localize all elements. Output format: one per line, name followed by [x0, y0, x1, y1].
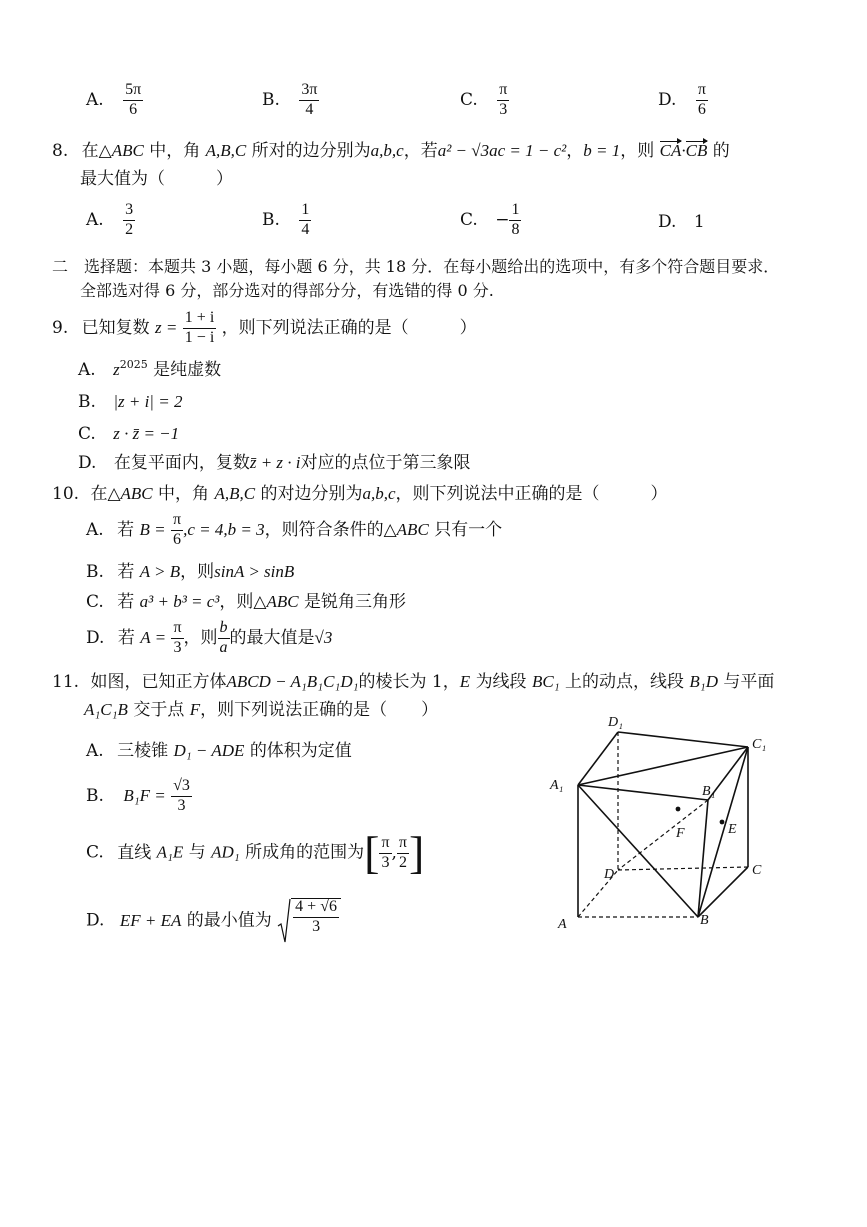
- radical-sign: [277, 898, 291, 944]
- q10-option-b: B. 若 A > B，则sinA > sinB: [86, 562, 295, 582]
- section-2-header-line2: 全部选对得 6 分，部分选对的得部分分，有选错的得 0 分.: [80, 281, 494, 300]
- cube-figure: [540, 712, 780, 937]
- q8-stem-line2: 最大值为（ ）: [80, 169, 233, 189]
- fraction: $\frac{√3}{3}$: [173, 777, 190, 814]
- q11-option-b: B. B₁F = $\frac{√3}{3}$: [86, 777, 190, 814]
- label-b: B: [700, 913, 709, 928]
- square-root: [277, 898, 341, 944]
- fraction: $\frac{3}{2}$: [125, 201, 134, 238]
- segment-a1-c1: [578, 747, 748, 785]
- point-f: [676, 807, 681, 812]
- q10-option-a: A. 若 B = $\frac{\pi}{6}$ ,c = 4,b = 3，则符合条件的△ABC 只有一个: [86, 511, 503, 548]
- label-e: E: [728, 822, 737, 837]
- q9-option-d: D. 在复平面内，复数z̄ + z · i对应的点位于第三象限: [78, 453, 471, 473]
- q7-option-c: C. $\frac{\pi}{3}$: [460, 81, 508, 118]
- q10-stem: 10. 在△ABC 中，角 A,B,C 的对边分别为a,b,c，则下列说法中正确的是（ ）: [52, 484, 668, 504]
- label-d1: D₁: [608, 715, 623, 730]
- q8-stem: 8. 在△ABC 中，角 A,B,C 所对的边分别为a,b,c，若a² − √3ac = 1 − c²，b = 1，则 CA·CB 的: [52, 141, 730, 161]
- q7-option-b: B. $\frac{3\pi}{4}$: [262, 81, 318, 118]
- fraction: $\frac{5\pi}{6}$: [125, 81, 142, 118]
- q7-option-a: A. $\frac{5\pi}{6}$: [86, 81, 142, 118]
- label-a1: A₁: [550, 778, 564, 793]
- fraction: $\frac{3\pi}{4}$: [301, 81, 318, 118]
- q11-option-d: D. EF + EA 的最小值为 $\frac{4 + √6}{3}$: [86, 898, 341, 944]
- q10-option-d: D. 若 A = $\frac{\pi}{3}$ ，则 $\frac{b}{a}$ 的最大值是√3: [86, 619, 333, 656]
- q8-option-a: A. $\frac{3}{2}$: [86, 201, 134, 238]
- fraction: $\frac{4 + √6}{3}$: [295, 898, 337, 935]
- label-c1: C₁: [752, 737, 767, 752]
- fraction: $\frac{\pi}{3}$: [173, 619, 182, 656]
- fraction: $\frac{1}{8}$: [511, 201, 520, 238]
- edge-c1-d1: [618, 732, 748, 747]
- q8-option-c: C. − $\frac{1}{8}$: [460, 201, 520, 238]
- q11-option-a: A. 三棱锥 D₁ − ADE 的体积为定值: [86, 741, 352, 761]
- fraction: $\frac{\pi}{6}$: [697, 81, 706, 118]
- fraction: π 2: [398, 833, 407, 871]
- q11-stem: 11. 如图，已知正方体ABCD − A₁B₁C₁D₁的棱长为 1，E 为线段 BC₁ 上的动点，线段 B₁D 与平面: [52, 672, 775, 692]
- fraction: $\frac{\pi}{3}$: [499, 81, 508, 118]
- q10-option-c: C. 若 a³ + b³ = c³，则△ABC 是锐角三角形: [86, 592, 406, 612]
- fraction: $\frac{1}{4}$: [301, 201, 310, 238]
- fraction: $\frac{1 + i}{1 - i}$: [184, 309, 215, 346]
- q8-option-b: B. $\frac{1}{4}$: [262, 201, 310, 238]
- q9-option-c: C. z · z̄ = −1: [78, 424, 180, 444]
- segment-a1-b: [578, 785, 698, 917]
- q9-option-a: A. $z^{2025}$ 是纯虚数: [78, 358, 222, 380]
- segment-b1-d-hidden: [618, 800, 708, 870]
- label-c: C: [752, 863, 762, 878]
- q9-stem: 9. 已知复数 z = $\frac{1 + i}{1 - i}$ ，则下列说法正确的是（ ）: [52, 309, 477, 346]
- fraction: π 3: [381, 833, 390, 871]
- fraction: $\frac{b}{a}$: [219, 619, 228, 656]
- edge-a1-b1: [578, 785, 708, 800]
- point-e: [720, 820, 725, 825]
- label-b1: B₁: [702, 784, 716, 799]
- q7-option-d: D. $\frac{\pi}{6}$: [658, 81, 706, 118]
- label-f: F: [676, 826, 685, 841]
- label-a: A: [558, 917, 567, 932]
- interval-brackets: [ π 3 , π 2 ]: [364, 827, 425, 878]
- edge-d-c-hidden: [618, 867, 748, 870]
- label-d: D: [604, 867, 615, 882]
- q8-option-d: D. 1: [658, 212, 705, 232]
- section-2-header: 二 选择题：本题共 3 小题，每小题 6 分，共 18 分．在每小题给出的选项中，有多个符合题目要求．: [52, 257, 780, 276]
- q9-option-b: B. |z + i| = 2: [78, 392, 183, 412]
- q11-stem-line2: A₁C₁B 交于点 F，则下列说法正确的是（ ）: [84, 700, 439, 720]
- q11-option-c: C. 直线 A₁E 与 AD₁ 所成角的范围为 [ π 3 , π 2 ]: [86, 827, 425, 878]
- fraction: $\frac{\pi}{6}$: [173, 511, 182, 548]
